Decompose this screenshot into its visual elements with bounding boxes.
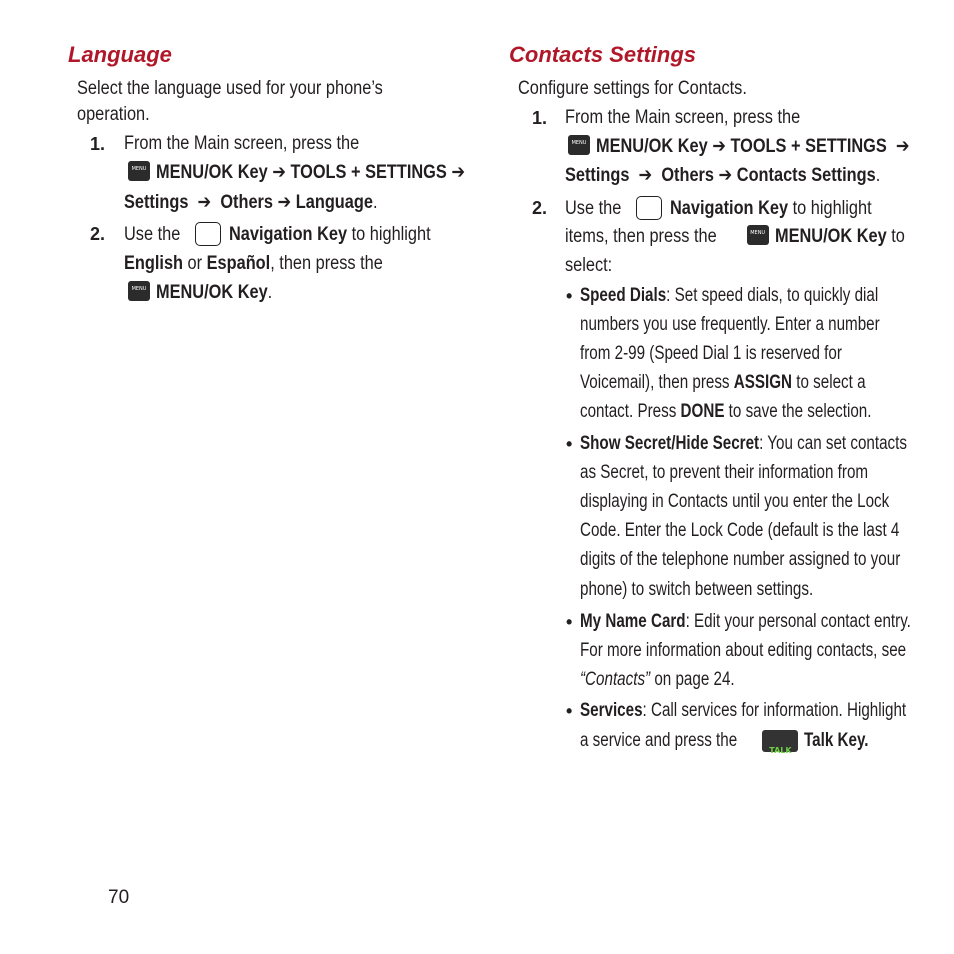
contacts-intro: Configure settings for Contacts. [518,78,747,99]
arrow-icon: ➔ [272,162,286,183]
language-step1-text: From the Main screen, press the [124,133,360,154]
talk-key-icon: TALK [762,730,798,752]
arrow-icon: ➔ [712,136,726,157]
section-heading-language: Language [68,42,172,67]
speed-dials-line-5: contact. Press DONE to save the selection. [580,401,872,422]
language-step2-line-3: MENU MENU/OK Key. [128,281,291,305]
language-step2-line-1: Use the Navigation Key to highlight [124,224,432,245]
language-step2-line-2: English or Español, then press the [124,253,383,274]
arrow-icon: ➔ [197,192,212,213]
navigation-key-icon [636,196,662,220]
language-step1-path-line-1: MENU MENU/OK Key ➔ TOOLS + SETTINGS ➔ [128,161,515,185]
menu-ok-key-icon: MENU [747,225,769,245]
arrow-icon: ➔ [451,162,466,183]
name-card-line-1: My Name Card: Edit your personal contact entry. [580,611,911,632]
contacts-step1-path-line-1: MENU MENU/OK Key ➔ TOOLS + SETTINGS ➔ [568,135,954,159]
language-intro-line-1: Select the language used for your phone’s [77,78,383,99]
step-number: 1. [90,134,106,154]
navigation-key-icon [195,222,221,246]
contacts-step1-text: From the Main screen, press the [565,107,801,128]
bullet-icon: • [566,434,573,454]
page-number: 70 [108,887,130,908]
menu-ok-key-icon: MENU [568,135,590,155]
arrow-icon: ➔ [277,192,292,213]
contacts-step2-line-2: items, then press the MENU MENU/OK Key to [565,226,905,247]
arrow-icon: ➔ [638,165,653,186]
secret-line-4: Code. Enter the Lock Code (default is the last 4 [580,520,900,541]
secret-line-1: Show Secret/Hide Secret: You can set contacts [580,433,907,454]
secret-line-5: digits of the telephone number assigned to your [580,549,901,570]
bullet-icon: • [566,612,573,632]
speed-dials-line-1: Speed Dials: Set speed dials, to quickly dial [580,285,879,306]
menu-ok-key-icon: MENU [128,161,150,181]
arrow-icon: ➔ [895,136,910,157]
menu-ok-key-icon: MENU [128,281,150,301]
secret-line-3: displaying in Contacts until you enter the Lock [580,491,890,512]
step-number: 2. [90,224,106,244]
step-number: 1. [532,108,548,128]
contacts-step1-path-line-2: Settings ➔ Others ➔ Contacts Settings. [565,165,881,186]
contacts-step2-line-3: select: [565,255,613,276]
speed-dials-line-4: Voicemail), then press ASSIGN to select a [580,372,866,393]
bullet-icon: • [566,701,573,721]
bullet-icon: • [566,286,573,306]
arrow-icon: ➔ [718,165,733,186]
name-card-line-3: “Contacts” on page 24. [580,669,735,690]
name-card-line-2: For more information about editing contacts, see [580,640,907,661]
step-number: 2. [532,198,548,218]
language-step1-path-line-2: Settings ➔ Others ➔ Language. [124,192,378,213]
contacts-page-link[interactable]: “Contacts” [580,669,651,690]
services-line-1: Services: Call services for information. Highlight [580,700,907,721]
section-heading-contacts-settings: Contacts Settings [509,42,697,67]
secret-line-2: as Secret, to prevent their information from [580,462,869,483]
secret-line-6: phone) to switch between settings. [580,579,814,600]
contacts-step2-line-1: Use the Navigation Key to highlight [565,198,873,219]
speed-dials-line-3: from 2-99 (Speed Dial 1 is reserved for [580,343,842,364]
services-line-2: a service and press the TALK Talk Key. [580,730,869,755]
speed-dials-line-2: numbers you use frequently. Enter a number [580,314,880,335]
language-intro-line-2: operation. [77,104,150,125]
